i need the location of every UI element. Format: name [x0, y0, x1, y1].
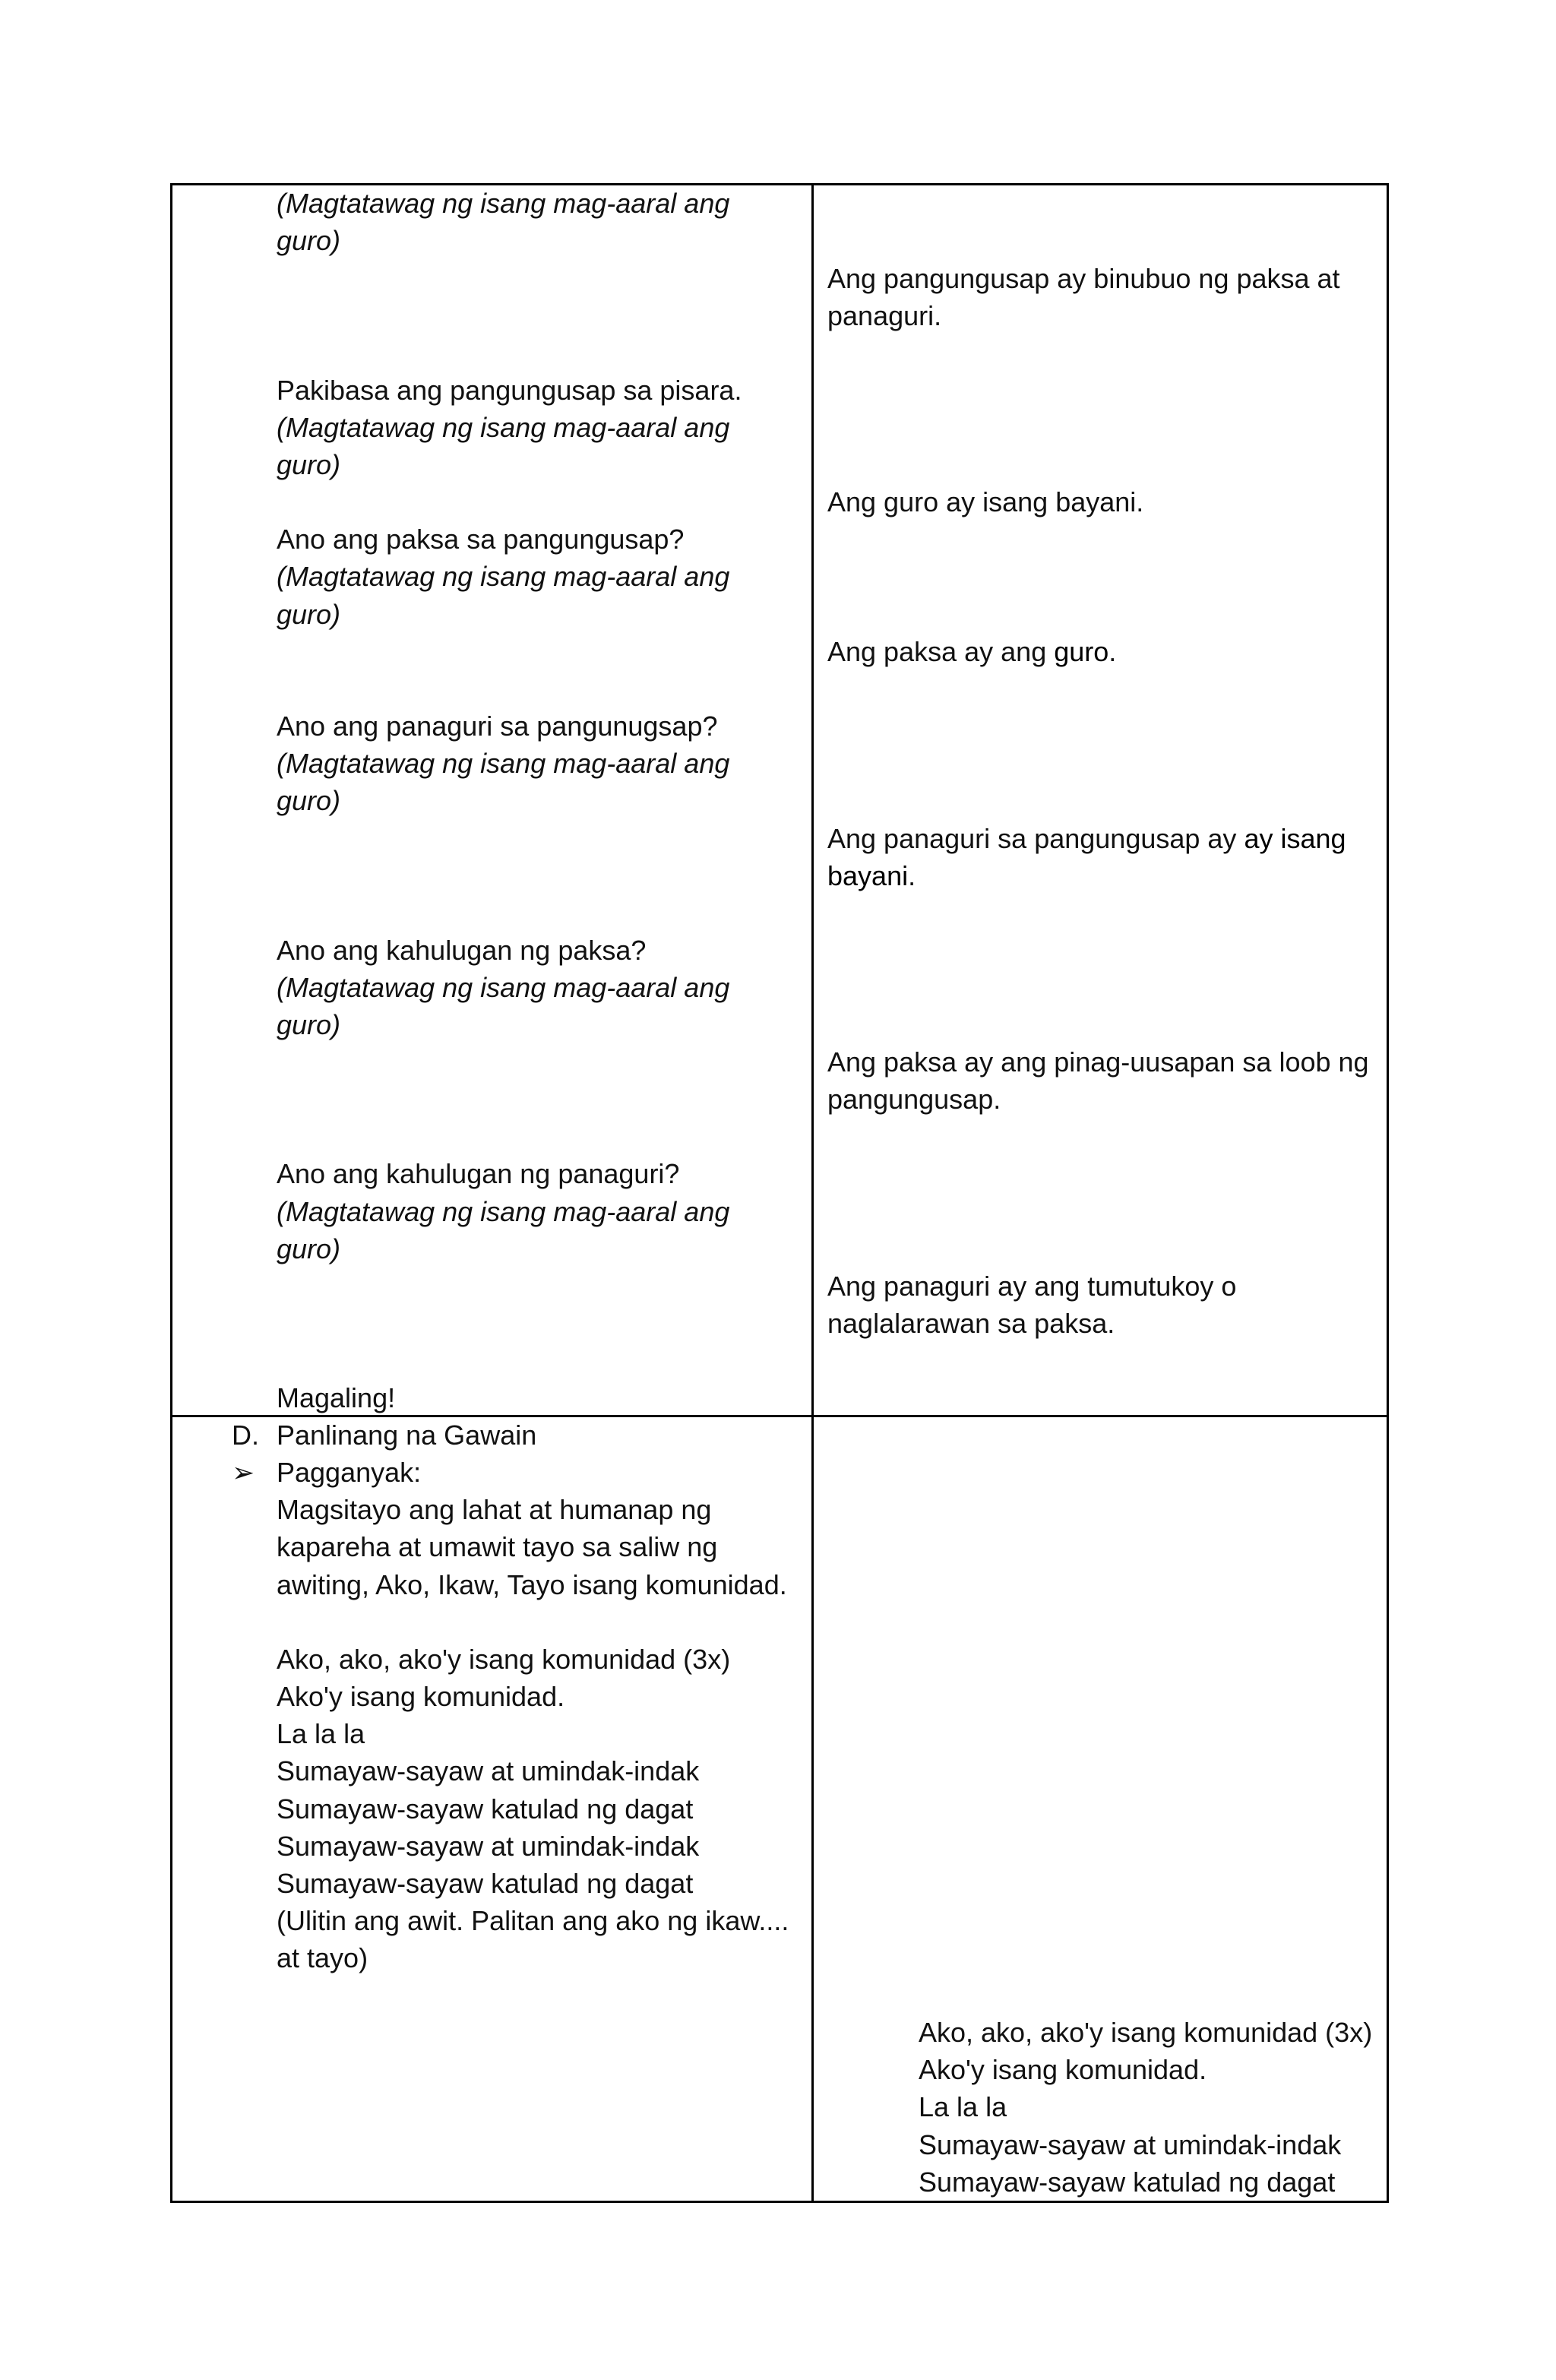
answer-highlight: bayani: [827, 860, 909, 891]
answer-text: .: [1108, 636, 1117, 667]
teacher-call-line: (Magtatawag ng isang mag-aaral ang: [277, 748, 730, 779]
student-lyric-line: Ako, ako, ako'y isang komunidad (3x): [919, 2017, 1373, 2048]
instruction-line: kapareha at umawit tayo sa saliw ng: [277, 1531, 718, 1562]
student-answer-sentence: Ang guro ay isang bayani.: [827, 486, 1144, 517]
answer-text: .: [908, 860, 916, 891]
teacher-call-line: guro): [277, 599, 341, 630]
table-border-bottom: [170, 2201, 1389, 2203]
teacher-call-line: (Magtatawag ng isang mag-aaral ang: [277, 972, 730, 1003]
teacher-prompt-read: Pakibasa ang pangungusap sa pisara.: [277, 375, 742, 406]
lyric-line: (Ulitin ang awit. Palitan ang ako ng ikaw....: [277, 1905, 789, 1936]
question-panaguri: Ano ang panaguri sa pangunugsap?: [277, 711, 718, 742]
student-answer-paksa: [827, 633, 1116, 670]
teacher-call-line: guro): [277, 449, 341, 480]
lyric-line: Sumayaw-sayaw at umindak-indak: [277, 1755, 700, 1787]
lyric-line: at tayo): [277, 1942, 368, 1973]
table-column-divider: [811, 183, 814, 2203]
student-answer-line: Ang panaguri ay ang tumutukoy o: [827, 1271, 1237, 1302]
question-paksa: Ano ang paksa sa pangungusap?: [277, 524, 685, 555]
table-border-right: [1387, 183, 1389, 2203]
student-lyric-line: Sumayaw-sayaw katulad ng dagat: [919, 2166, 1336, 2198]
teacher-call-line: (Magtatawag ng isang mag-aaral ang: [277, 561, 730, 592]
student-lyric-line: Sumayaw-sayaw at umindak-indak: [919, 2129, 1342, 2160]
lyric-line: Sumayaw-sayaw at umindak-indak: [277, 1831, 700, 1862]
answer-text: Ang panaguri sa pangungusap ay: [827, 823, 1244, 854]
teacher-call-line: (Magtatawag ng isang mag-aaral ang: [277, 412, 730, 443]
student-answer-line: pangungusap.: [827, 1084, 1001, 1115]
question-kahulugan-paksa: Ano ang kahulugan ng paksa?: [277, 935, 647, 966]
table-border-left: [170, 183, 172, 2203]
section-marker: D.: [232, 1419, 259, 1451]
section-title: Panlinang na Gawain: [277, 1419, 537, 1451]
student-answer-line: naglalarawan sa paksa.: [827, 1308, 1115, 1339]
lyric-line: Sumayaw-sayaw katulad ng dagat: [277, 1793, 694, 1825]
teacher-call-line: (Magtatawag ng isang mag-aaral ang: [277, 1196, 730, 1227]
teacher-call-line: guro): [277, 1009, 341, 1040]
teacher-call-line: guro): [277, 225, 341, 256]
lyric-line: Sumayaw-sayaw katulad ng dagat: [277, 1868, 694, 1899]
bullet-title: Pagganyak:: [277, 1457, 422, 1488]
answer-highlight: ay isang: [1244, 823, 1346, 854]
bullet-arrow-icon: ➢: [232, 1457, 255, 1488]
lyric-line: La la la: [277, 1718, 365, 1749]
instruction-line: awiting, Ako, Ikaw, Tayo isang komunidad.: [277, 1569, 787, 1600]
student-answer-line: panaguri.: [827, 300, 942, 331]
teacher-call-line: guro): [277, 1233, 341, 1264]
instruction-line: Magsitayo ang lahat at humanap ng: [277, 1494, 712, 1525]
teacher-call-line: guro): [277, 785, 341, 816]
student-lyric-line: Ako'y isang komunidad.: [919, 2054, 1207, 2085]
student-answer-line: Ang pangungusap ay binubuo ng paksa at: [827, 263, 1340, 294]
student-lyric-line: La la la: [919, 2091, 1007, 2122]
question-kahulugan-panaguri: Ano ang kahulugan ng panaguri?: [277, 1158, 680, 1189]
answer-highlight: guro: [1054, 636, 1109, 667]
student-answer-line: Ang paksa ay ang pinag-uusapan sa loob ng: [827, 1046, 1369, 1078]
teacher-call-line: (Magtatawag ng isang mag-aaral ang: [277, 188, 730, 219]
lyric-line: Ako'y isang komunidad.: [277, 1681, 565, 1712]
teacher-praise: Magaling!: [277, 1382, 396, 1413]
student-answer-panaguri-cont: [827, 857, 916, 894]
student-answer-panaguri: [827, 820, 1346, 857]
answer-text: Ang paksa ay ang: [827, 636, 1055, 667]
lyric-line: Ako, ako, ako'y isang komunidad (3x): [277, 1644, 731, 1675]
